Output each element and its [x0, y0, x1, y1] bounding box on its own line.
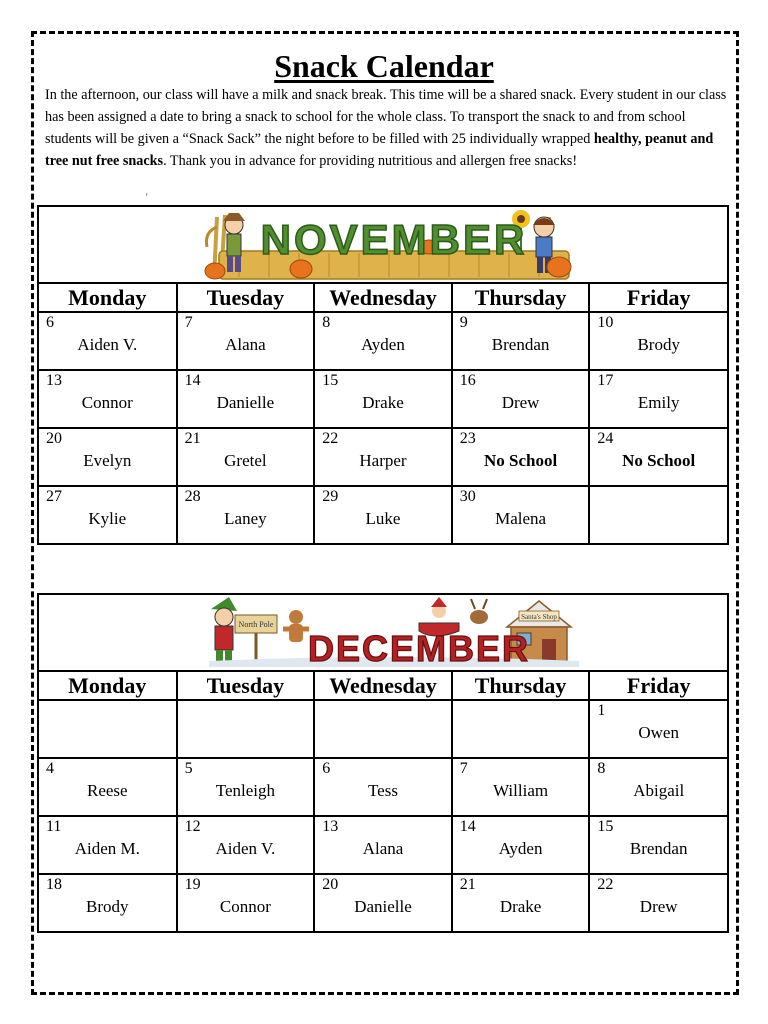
- calendar-week-row: [39, 370, 727, 428]
- day-number: 10: [597, 314, 614, 331]
- day-header: Friday: [589, 284, 727, 312]
- elf-icon: [211, 597, 237, 662]
- student-name: Harper: [359, 451, 407, 470]
- calendar-day-cell: [589, 370, 727, 428]
- day-number: 11: [46, 818, 62, 835]
- day-number: 18: [46, 876, 62, 893]
- calendar-week-row: [39, 758, 727, 816]
- student-name: Danielle: [354, 897, 412, 916]
- student-name: Laney: [224, 509, 267, 528]
- calendar-week-row: [39, 312, 727, 370]
- day-number: 14: [459, 818, 476, 835]
- student-name: Alana: [225, 335, 266, 354]
- santas-shop-sign-text: Santa's Shop: [521, 613, 557, 621]
- december-calendar: [37, 593, 729, 933]
- calendar-day-cell: [314, 874, 452, 931]
- december-table: [39, 672, 727, 931]
- november-calendar: [37, 205, 729, 545]
- day-number: 22: [597, 876, 614, 893]
- november-header-row: [39, 284, 727, 312]
- intro-text-2: . Thank you in advance for providing nutritious and allergen free snacks!: [163, 153, 578, 169]
- calendar-day-cell: [452, 370, 590, 428]
- day-number: 21: [459, 876, 476, 893]
- day-number: 17: [597, 372, 614, 389]
- december-banner-art: [39, 595, 727, 670]
- calendar-day-cell: [589, 816, 727, 874]
- day-number: 9: [459, 314, 468, 331]
- day-number: 5: [184, 760, 193, 777]
- calendar-day-cell: [314, 816, 452, 874]
- calendar-day-cell: [589, 428, 727, 486]
- calendar-day-cell: [39, 874, 177, 931]
- page-title: Snack Calendar: [274, 48, 494, 84]
- calendar-day-cell: [314, 370, 452, 428]
- day-number: 13: [46, 372, 62, 389]
- calendar-day-cell: [39, 312, 177, 370]
- calendar-day-cell: [314, 758, 452, 816]
- november-banner-art: [39, 207, 727, 282]
- day-number: 21: [184, 430, 201, 447]
- calendar-day-cell: [314, 428, 452, 486]
- calendar-day-cell: [39, 370, 177, 428]
- day-number: 1: [597, 702, 606, 719]
- calendar-week-row: [39, 700, 727, 758]
- december-header-row: [39, 672, 727, 700]
- day-number: 8: [597, 760, 606, 777]
- calendar-week-row: [39, 874, 727, 931]
- calendar-day-cell: [589, 874, 727, 931]
- calendar-day-cell: [589, 758, 727, 816]
- student-name: Kylie: [88, 509, 127, 528]
- calendar-day-cell: [177, 370, 315, 428]
- student-name: Luke: [365, 509, 401, 528]
- calendar-day-cell: [39, 816, 177, 874]
- student-name: Aiden V.: [215, 839, 276, 858]
- calendar-day-cell: [452, 816, 590, 874]
- calendar-week-row: [39, 428, 727, 486]
- calendar-day-cell: [177, 312, 315, 370]
- november-banner: [39, 207, 727, 284]
- day-number: 22: [322, 430, 339, 447]
- calendar-day-cell: [589, 312, 727, 370]
- student-name: Owen: [638, 723, 679, 742]
- calendar-day-cell: [177, 758, 315, 816]
- november-table: [39, 284, 727, 543]
- calendar-day-cell: [39, 486, 177, 543]
- north-pole-sign-icon: [235, 615, 277, 663]
- intro-text-1: In the afternoon, our class will have a milk and snack break. This time will be a shared snack. Every student in our class has been assigned a date to bring a snack to school for the whole class. To transport the snack to and from school students will be given a “Snack Sack” the night before to be filled with 25 individually wrapped: [45, 87, 727, 147]
- day-header: Thursday: [452, 284, 590, 312]
- calendar-day-cell: [452, 874, 590, 931]
- day-number: 29: [322, 488, 339, 505]
- student-name: Ayden: [498, 839, 543, 858]
- day-number: 6: [46, 314, 54, 331]
- north-pole-sign-text: North Pole: [238, 620, 274, 629]
- day-number: 14: [184, 372, 201, 389]
- day-number: 16: [459, 372, 476, 389]
- day-number: 20: [46, 430, 62, 447]
- day-number: 15: [597, 818, 614, 835]
- calendar-week-row: [39, 486, 727, 543]
- day-number: 13: [322, 818, 339, 835]
- day-header: Friday: [589, 672, 727, 700]
- calendar-day-cell: [39, 700, 177, 758]
- stray-mark: ': [146, 192, 148, 202]
- student-name: Gretel: [224, 451, 267, 470]
- student-name: Ayden: [361, 335, 405, 354]
- student-name: William: [493, 781, 549, 800]
- day-number: 27: [46, 488, 62, 505]
- student-name: Abigail: [633, 781, 685, 800]
- calendar-day-cell: [314, 486, 452, 543]
- day-header: Wednesday: [314, 284, 452, 312]
- student-name: Drake: [499, 897, 542, 916]
- student-name: Brendan: [629, 839, 688, 858]
- student-name: Malena: [495, 509, 547, 528]
- day-header: Monday: [39, 284, 177, 312]
- calendar-week-row: [39, 816, 727, 874]
- student-name: Brody: [86, 897, 129, 916]
- day-header: Tuesday: [177, 284, 315, 312]
- no-school-label: No School: [622, 451, 696, 470]
- december-banner-text: DECEMBER: [307, 628, 531, 669]
- day-number: 24: [597, 430, 614, 447]
- calendar-day-cell: [314, 700, 452, 758]
- student-name: Connor: [81, 393, 133, 412]
- student-name: Brody: [637, 335, 680, 354]
- student-name: Evelyn: [83, 451, 132, 470]
- day-header: Monday: [39, 672, 177, 700]
- day-header: Wednesday: [314, 672, 452, 700]
- calendar-day-cell: [452, 428, 590, 486]
- student-name: Brendan: [491, 335, 550, 354]
- december-banner: [39, 595, 727, 672]
- student-name: Reese: [87, 781, 128, 800]
- calendar-day-cell: [589, 486, 727, 543]
- calendar-day-cell: [177, 700, 315, 758]
- student-name: Alana: [362, 839, 404, 858]
- calendar-day-cell: [177, 486, 315, 543]
- calendar-day-cell: [177, 874, 315, 931]
- student-name: Emily: [637, 393, 680, 412]
- calendar-day-cell: [452, 758, 590, 816]
- day-number: 4: [46, 760, 54, 777]
- day-number: 19: [184, 876, 201, 893]
- day-number: 12: [184, 818, 201, 835]
- calendar-day-cell: [314, 312, 452, 370]
- day-number: 7: [184, 314, 193, 331]
- student-name: Aiden V.: [77, 335, 138, 354]
- student-name: Tess: [367, 781, 398, 800]
- student-name: Danielle: [216, 393, 275, 412]
- intro-paragraph: [45, 84, 730, 172]
- no-school-label: No School: [483, 451, 558, 470]
- day-number: 28: [184, 488, 201, 505]
- calendar-day-cell: [39, 428, 177, 486]
- calendar-day-cell: [452, 312, 590, 370]
- intro-bold-text: healthy, peanut and tree nut free snacks: [45, 131, 714, 169]
- student-name: Drake: [362, 393, 404, 412]
- day-number: 30: [459, 488, 476, 505]
- day-number: 7: [459, 760, 468, 777]
- day-header: Thursday: [452, 672, 590, 700]
- calendar-day-cell: [177, 428, 315, 486]
- calendar-day-cell: [452, 486, 590, 543]
- student-name: Aiden M.: [74, 839, 140, 858]
- calendar-day-cell: [39, 758, 177, 816]
- day-number: 8: [322, 314, 331, 331]
- student-name: Drew: [639, 897, 678, 916]
- calendar-day-cell: [452, 700, 590, 758]
- day-header: Tuesday: [177, 672, 315, 700]
- student-name: Connor: [219, 897, 271, 916]
- day-number: 23: [459, 430, 476, 447]
- student-name: Tenleigh: [215, 781, 275, 800]
- november-banner-text: NOVEMBER: [260, 216, 528, 263]
- calendar-day-cell: [589, 700, 727, 758]
- student-name: Drew: [501, 393, 540, 412]
- day-number: 20: [322, 876, 339, 893]
- day-number: 6: [322, 760, 331, 777]
- gingerbread-icon: [283, 610, 309, 642]
- day-number: 15: [322, 372, 339, 389]
- calendar-day-cell: [177, 816, 315, 874]
